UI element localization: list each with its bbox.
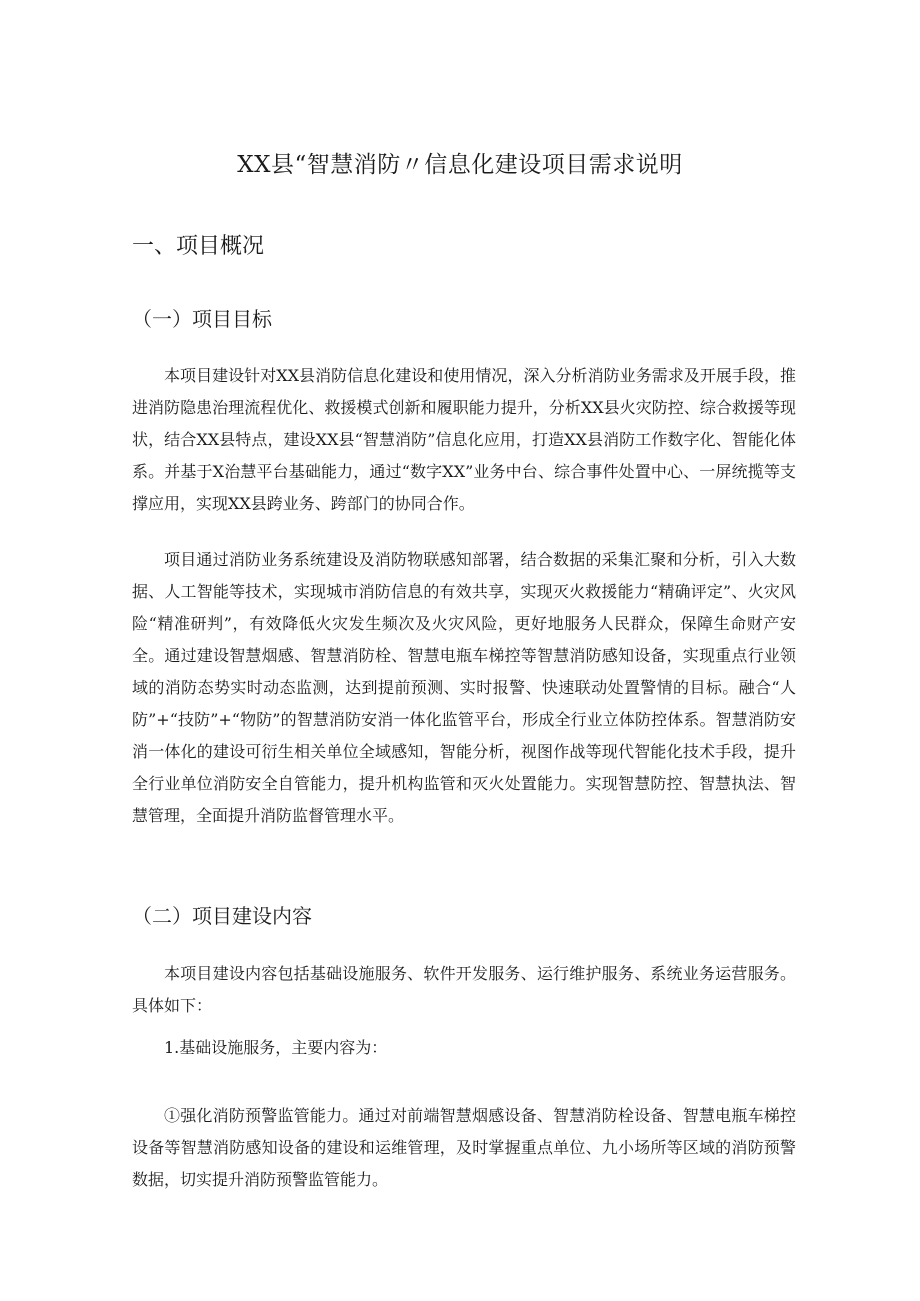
paragraph-content-3: ①强化消防预警监管能力。通过对前端智慧烟感设备、智慧消防栓设备、智慧电瓶车梯控设备等智慧消防感知设备的建设和运维管理，及时掌握重点单位、九小场所等区域的消防预警数据，切实提升消防预警监管能力。: [132, 1106, 796, 1189]
subsection-heading-goals: （一）项目目标: [132, 307, 272, 331]
paragraph-goals-1: 本项目建设针对XX县消防信息化建设和使用情况，深入分析消防业务需求及开展手段，推进消防隐患治理流程优化、救援模式创新和履职能力提升，分析XX县火灾防控、综合救援等现状，结合XX县特点，建设XX县“智慧消防”信息化应用，打造XX县消防工作数字化、智能化体系。并基于X治慧平台基础能力，通过“数字XX”业务中台、综合事件处置中心、一屏统揽等支撑应用，实现XX县跨业务、跨部门的协同合作。: [132, 366, 796, 513]
section-heading-overview: 一、项目概况: [132, 234, 265, 259]
subsection-heading-content: （二）项目建设内容: [132, 904, 312, 928]
paragraph-content-2: 1.基础设施服务，主要内容为：: [164, 1038, 388, 1057]
paragraph-goals-2: 项目通过消防业务系统建设及消防物联感知部署，结合数据的采集汇聚和分析，引入大数据、人工智能等技术，实现城市消防信息的有效共享，实现灭火救援能力“精确评定”、火灾风险“精准研判”，有效降低火灾发生频次及火灾风险，更好地服务人民群众，保障生命财产安全。通过建设智慧烟感、智慧消防栓、智慧电瓶车梯控等智慧消防感知设备，实现重点行业领域的消防态势实时动态监测，达到提前预测、实时报警、快速联动处置警情的目标。融合“人防”+“技防”+“物防”的智慧消防安消一体化监管平台，形成全行业立体防控体系。智慧消防安消一体化的建设可衍生相关单位全域感知，智能分析，视图作战等现代智能化技术手段，提升全行业单位消防安全自管能力，提升机构监管和灭火处置能力。实现智慧防控、智慧执法、智慧管理，全面提升消防监督管理水平。: [132, 550, 796, 825]
document-title: XX县“智慧消防〃信息化建设项目需求说明: [237, 152, 683, 178]
paragraph-content-1: 本项目建设内容包括基础设施服务、软件开发服务、运行维护服务、系统业务运营服务。具体如下：: [132, 964, 796, 1015]
